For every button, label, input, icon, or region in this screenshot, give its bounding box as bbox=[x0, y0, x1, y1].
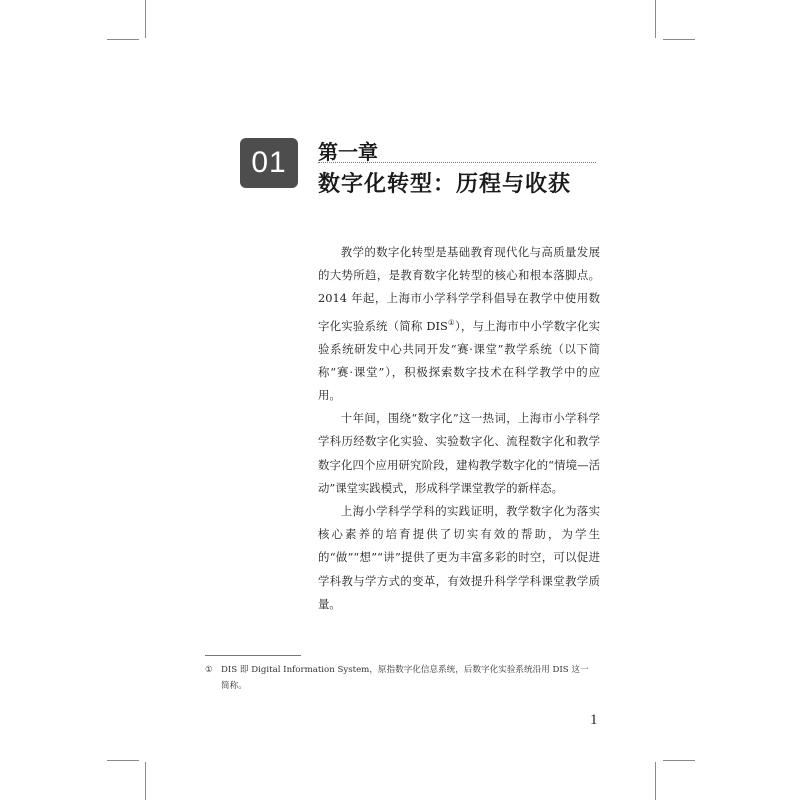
footnote bbox=[205, 662, 597, 694]
crop-mark bbox=[145, 0, 146, 38]
body-text bbox=[318, 241, 600, 616]
crop-mark bbox=[663, 760, 695, 761]
paragraph-2: 十年间，围绕“数字化”这一热词，上海市小学科学学科历经数字化实验、实验数字化、流程数字化和教学数字化四个应用研究阶段，建构教学数字化的“情境—活动”课堂实践模式，形成科学课堂教学的新样态。 bbox=[318, 411, 600, 495]
footnote-mark: ① bbox=[205, 665, 213, 675]
paragraph-1-text-cont: ），与上海市中小学数字化实验系统研发中心共同开发“赛·课堂”教学系统（以下简称“赛·课堂”），积极探索数字技术在科学教学中的应用。 bbox=[318, 318, 600, 403]
chapter-divider bbox=[318, 162, 596, 163]
crop-mark bbox=[655, 0, 656, 38]
crop-mark bbox=[655, 762, 656, 800]
footnote-ref[interactable]: ① bbox=[447, 317, 455, 327]
paragraph-3: 上海小学科学学科的实践证明，教学数字化为落实核心素养的培育提供了切实有效的帮助，为学生的“做”“想”“讲”提供了更为丰富多彩的时空，可以促进学科教与学方式的变革，有效提升科学学科课堂教学质量。 bbox=[318, 504, 600, 611]
crop-mark bbox=[145, 762, 146, 800]
chapter-label: 第一章 bbox=[318, 140, 378, 164]
paragraph-1 bbox=[318, 241, 600, 407]
paragraph-1-text: 教学的数字化转型是基础教育现代化与高质量发展的大势所趋，是教育数字化转型的核心和根本落脚点。2014 年起，上海市小学科学学科倡导在教学中使用数字化实验系统（简称 DIS bbox=[318, 245, 600, 333]
crop-mark bbox=[107, 760, 139, 761]
chapter-title: 数字化转型：历程与收获 bbox=[318, 172, 572, 197]
footnote-line bbox=[205, 662, 597, 678]
crop-mark bbox=[663, 39, 695, 40]
crop-mark bbox=[107, 39, 139, 40]
footnote-text: DIS 即 Digital Information System，原指数字化信息系统，后数字化实验系统沿用 DIS 这一 bbox=[221, 665, 589, 675]
page-number: 1 bbox=[590, 712, 598, 728]
footnote-divider bbox=[205, 655, 301, 656]
footnote-text-cont: 简称。 bbox=[221, 681, 247, 691]
chapter-number-badge: 01 bbox=[240, 138, 298, 188]
